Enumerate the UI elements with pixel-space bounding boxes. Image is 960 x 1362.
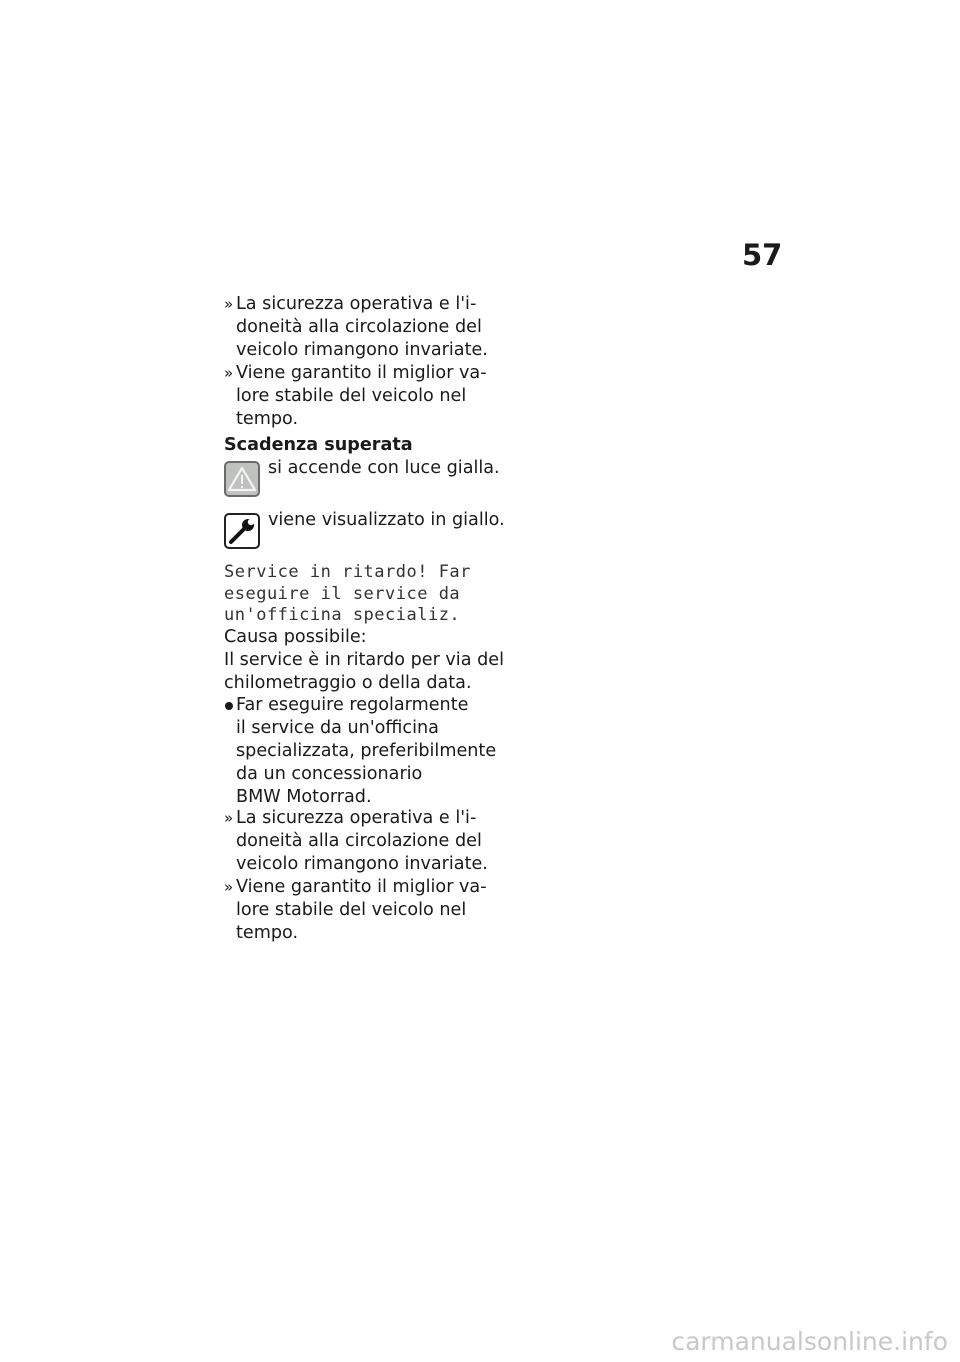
result-line: La sicurezza operativa e l'i-: [236, 808, 477, 828]
bullet-dot: [225, 702, 233, 710]
display-message-line: eseguire il service da: [224, 583, 461, 604]
result-line: Viene garantito il miglior va-: [236, 363, 487, 383]
action-line: BMW Motorrad.: [236, 787, 372, 807]
result-line: doneità alla circolazione del: [236, 831, 482, 851]
result-line: doneità alla circolazione del: [236, 317, 482, 337]
display-message-line: un'officina specializ.: [224, 605, 461, 625]
result-item: [224, 876, 524, 945]
result-line: lore stabile del veicolo nel: [236, 900, 467, 920]
result-line: veicolo rimangono invariate.: [236, 340, 488, 360]
result-line: tempo.: [236, 923, 299, 943]
cause-line: Il service è in ritardo per via del: [224, 650, 504, 670]
bottom-results: [224, 807, 524, 945]
action-line: Far eseguire regolarmente: [236, 695, 469, 715]
wrench-icon: [224, 513, 260, 549]
cause-line: chilometraggio o della data.: [224, 673, 472, 693]
display-message: [224, 562, 524, 627]
watermark: carmanualsonline.info: [671, 1327, 948, 1356]
result-item: [224, 807, 524, 876]
result-line: lore stabile del veicolo nel: [236, 386, 467, 406]
service-indicator-text: viene visualizzato in giallo.: [268, 510, 505, 530]
result-item: [224, 362, 524, 431]
action-block: [224, 694, 524, 809]
cause-block: [224, 626, 524, 695]
action-line: il service da un'officina: [236, 718, 439, 738]
result-marker: »: [224, 878, 234, 896]
top-results: [224, 293, 524, 431]
result-line: veicolo rimangono invariate.: [236, 854, 488, 874]
result-marker: »: [224, 295, 234, 313]
result-item: [224, 293, 524, 362]
page-number: 57: [742, 238, 783, 272]
action-item: [224, 694, 524, 809]
cause-label: Causa possibile:: [224, 627, 367, 647]
action-line: specializzata, preferibilmente: [236, 741, 497, 761]
result-line: tempo.: [236, 409, 299, 429]
result-line: La sicurezza operativa e l'i-: [236, 294, 477, 314]
action-line: da un concessionario: [236, 764, 423, 784]
display-message-line: Service in ritardo! Far: [224, 562, 471, 582]
section-heading: Scadenza superata: [224, 435, 413, 455]
result-marker: »: [224, 809, 234, 827]
warning-light-text: si accende con luce gialla.: [268, 458, 500, 478]
result-marker: »: [224, 364, 234, 382]
result-line: Viene garantito il miglior va-: [236, 877, 487, 897]
warning-triangle-icon: [224, 461, 260, 497]
